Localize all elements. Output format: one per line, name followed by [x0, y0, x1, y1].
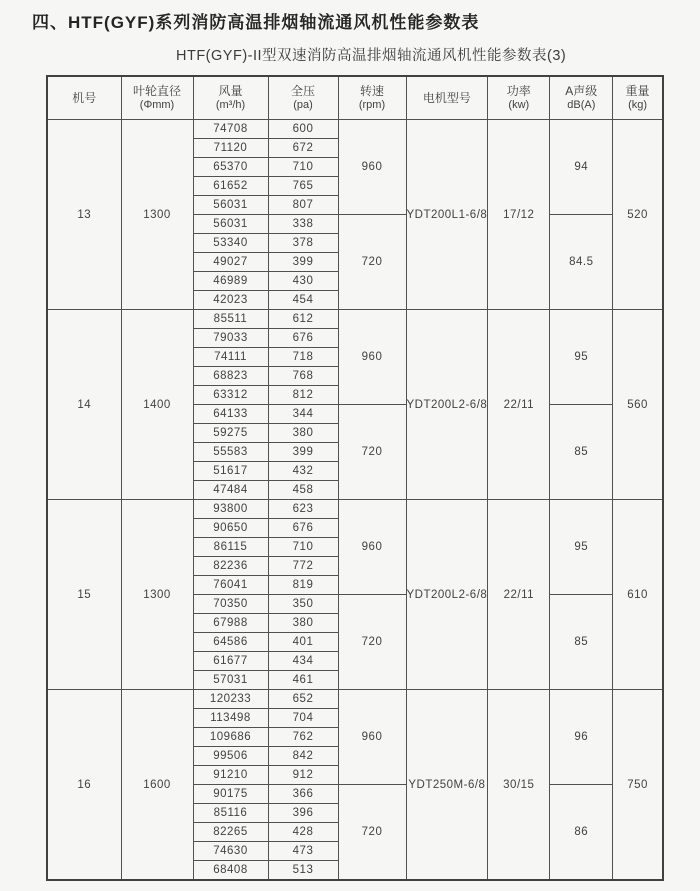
pressure-cell: 473	[268, 842, 338, 861]
pressure-cell: 344	[268, 405, 338, 424]
pressure-cell: 434	[268, 652, 338, 671]
pressure-cell: 652	[268, 690, 338, 709]
air-volume-cell: 91210	[193, 766, 268, 785]
col-header-noise-level	[550, 76, 613, 120]
pressure-cell: 600	[268, 120, 338, 139]
impeller-diameter-cell: 1300	[121, 120, 193, 310]
pressure-cell: 454	[268, 291, 338, 310]
air-volume-cell: 85511	[193, 310, 268, 329]
noise-cell: 85	[550, 405, 613, 500]
noise-cell: 95	[550, 500, 613, 595]
header-line1: 功率	[506, 83, 531, 98]
header-line1: 全压	[290, 83, 315, 98]
weight-cell: 520	[613, 120, 663, 310]
air-volume-cell: 90175	[193, 785, 268, 804]
pressure-cell: 401	[268, 633, 338, 652]
header-line1: A声级	[565, 83, 598, 98]
air-volume-cell: 49027	[193, 253, 268, 272]
noise-cell: 85	[550, 595, 613, 690]
air-volume-cell: 59275	[193, 424, 268, 443]
speed-cell: 720	[338, 595, 406, 690]
power-cell: 17/12	[488, 120, 550, 310]
col-header-speed	[338, 76, 406, 120]
pressure-cell: 366	[268, 785, 338, 804]
speed-cell: 720	[338, 405, 406, 500]
table-row	[47, 310, 663, 329]
speed-cell: 720	[338, 785, 406, 881]
air-volume-cell: 71120	[193, 139, 268, 158]
col-header-impeller-diameter	[121, 76, 193, 120]
speed-cell: 960	[338, 120, 406, 215]
air-volume-cell: 53340	[193, 234, 268, 253]
air-volume-cell: 56031	[193, 196, 268, 215]
pressure-cell: 399	[268, 443, 338, 462]
pressure-cell: 704	[268, 709, 338, 728]
pressure-cell: 378	[268, 234, 338, 253]
air-volume-cell: 70350	[193, 595, 268, 614]
air-volume-cell: 109686	[193, 728, 268, 747]
pressure-cell: 430	[268, 272, 338, 291]
noise-cell: 94	[550, 120, 613, 215]
air-volume-cell: 99506	[193, 747, 268, 766]
weight-cell: 610	[613, 500, 663, 690]
speed-cell: 960	[338, 310, 406, 405]
header-line1: 叶轮直径	[132, 83, 181, 98]
pressure-cell: 912	[268, 766, 338, 785]
pressure-cell: 765	[268, 177, 338, 196]
pressure-cell: 513	[268, 861, 338, 881]
air-volume-cell: 65370	[193, 158, 268, 177]
air-volume-cell: 63312	[193, 386, 268, 405]
pressure-cell: 762	[268, 728, 338, 747]
header-line1: 重量	[625, 83, 650, 98]
motor-model-cell: YDT250M-6/8	[406, 690, 488, 881]
air-volume-cell: 51617	[193, 462, 268, 481]
pressure-cell: 458	[268, 481, 338, 500]
table-header	[47, 76, 663, 120]
pressure-cell: 428	[268, 823, 338, 842]
air-volume-cell: 93800	[193, 500, 268, 519]
pressure-cell: 768	[268, 367, 338, 386]
air-volume-cell: 68408	[193, 861, 268, 881]
col-header-machine-no	[47, 76, 121, 120]
air-volume-cell: 57031	[193, 671, 268, 690]
power-cell: 30/15	[488, 690, 550, 881]
power-cell: 22/11	[488, 500, 550, 690]
air-volume-cell: 74630	[193, 842, 268, 861]
air-volume-cell: 67988	[193, 614, 268, 633]
noise-cell: 96	[550, 690, 613, 785]
air-volume-cell: 76041	[193, 576, 268, 595]
pressure-cell: 710	[268, 538, 338, 557]
air-volume-cell: 61652	[193, 177, 268, 196]
noise-cell: 95	[550, 310, 613, 405]
header-line1: 风量	[218, 83, 243, 98]
machine-no-cell: 16	[47, 690, 121, 881]
air-volume-cell: 82236	[193, 557, 268, 576]
pressure-cell: 676	[268, 519, 338, 538]
pressure-cell: 380	[268, 614, 338, 633]
air-volume-cell: 79033	[193, 329, 268, 348]
pressure-cell: 807	[268, 196, 338, 215]
air-volume-cell: 90650	[193, 519, 268, 538]
motor-model-cell: YDT200L2-6/8	[406, 310, 488, 500]
air-volume-cell: 42023	[193, 291, 268, 310]
speed-cell: 960	[338, 500, 406, 595]
pressure-cell: 718	[268, 348, 338, 367]
table-body	[47, 120, 663, 881]
pressure-cell: 399	[268, 253, 338, 272]
fan-spec-table	[46, 75, 664, 881]
air-volume-cell: 47484	[193, 481, 268, 500]
pressure-cell: 338	[268, 215, 338, 234]
power-cell: 22/11	[488, 310, 550, 500]
pressure-cell: 350	[268, 595, 338, 614]
pressure-cell: 432	[268, 462, 338, 481]
header-line2: (rpm)	[358, 98, 386, 111]
air-volume-cell: 46989	[193, 272, 268, 291]
speed-cell: 720	[338, 215, 406, 310]
header-line2: (pa)	[293, 98, 313, 111]
table-row	[47, 500, 663, 519]
machine-no-cell: 13	[47, 120, 121, 310]
motor-model-cell: YDT200L2-6/8	[406, 500, 488, 690]
air-volume-cell: 64586	[193, 633, 268, 652]
air-volume-cell: 86115	[193, 538, 268, 557]
pressure-cell: 819	[268, 576, 338, 595]
machine-no-cell: 15	[47, 500, 121, 690]
weight-cell: 750	[613, 690, 663, 881]
impeller-diameter-cell: 1600	[121, 690, 193, 881]
pressure-cell: 772	[268, 557, 338, 576]
header-row	[47, 76, 663, 120]
col-header-total-pressure	[268, 76, 338, 120]
header-line1: 电机型号	[422, 90, 471, 105]
impeller-diameter-cell: 1300	[121, 500, 193, 690]
table-row	[47, 690, 663, 709]
air-volume-cell: 68823	[193, 367, 268, 386]
air-volume-cell: 64133	[193, 405, 268, 424]
air-volume-cell: 74708	[193, 120, 268, 139]
pressure-cell: 612	[268, 310, 338, 329]
col-header-weight	[613, 76, 663, 120]
air-volume-cell: 85116	[193, 804, 268, 823]
air-volume-cell: 55583	[193, 443, 268, 462]
pressure-cell: 380	[268, 424, 338, 443]
air-volume-cell: 120233	[193, 690, 268, 709]
header-line1: 机号	[72, 90, 97, 105]
air-volume-cell: 61677	[193, 652, 268, 671]
header-line1: 转速	[359, 83, 384, 98]
motor-model-cell: YDT200L1-6/8	[406, 120, 488, 310]
col-header-air-volume	[193, 76, 268, 120]
pressure-cell: 710	[268, 158, 338, 177]
table-subtitle: HTF(GYF)-II型双速消防高温排烟轴流通风机性能参数表(3)	[176, 48, 567, 64]
header-line2: (Φmm)	[139, 98, 175, 111]
pressure-cell: 812	[268, 386, 338, 405]
air-volume-cell: 82265	[193, 823, 268, 842]
col-header-power	[488, 76, 550, 120]
pressure-cell: 842	[268, 747, 338, 766]
pressure-cell: 672	[268, 139, 338, 158]
machine-no-cell: 14	[47, 310, 121, 500]
weight-cell: 560	[613, 310, 663, 500]
header-line2: (m³/h)	[215, 98, 246, 111]
air-volume-cell: 74111	[193, 348, 268, 367]
header-line2: (kg)	[628, 98, 648, 111]
impeller-diameter-cell: 1400	[121, 310, 193, 500]
header-line2: (kw)	[508, 98, 530, 111]
header-line2: dB(A)	[567, 98, 596, 111]
pressure-cell: 623	[268, 500, 338, 519]
table-row	[47, 120, 663, 139]
air-volume-cell: 113498	[193, 709, 268, 728]
pressure-cell: 676	[268, 329, 338, 348]
noise-cell: 86	[550, 785, 613, 881]
noise-cell: 84.5	[550, 215, 613, 310]
pressure-cell: 396	[268, 804, 338, 823]
speed-cell: 960	[338, 690, 406, 785]
pressure-cell: 461	[268, 671, 338, 690]
air-volume-cell: 56031	[193, 215, 268, 234]
col-header-motor-model	[406, 76, 488, 120]
page-title: 四、HTF(GYF)系列消防高温排烟轴流通风机性能参数表	[32, 13, 480, 32]
